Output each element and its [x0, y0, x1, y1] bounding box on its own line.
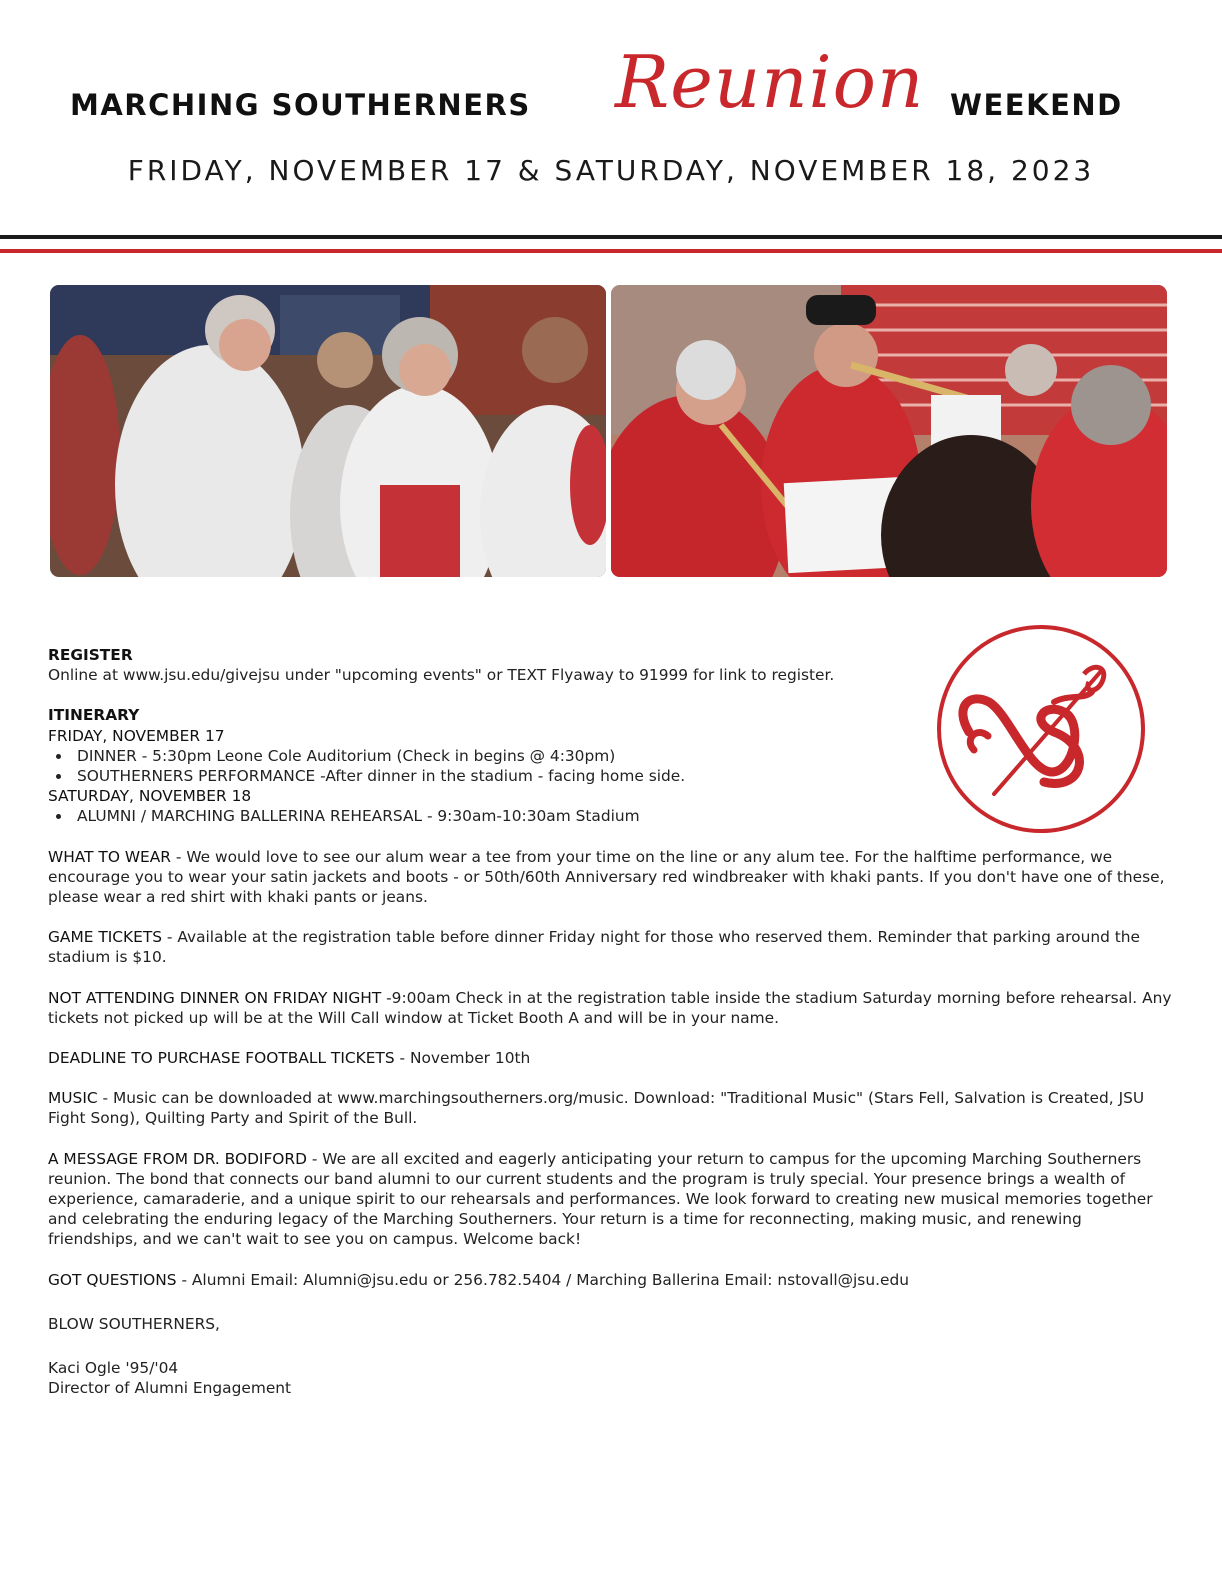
- music-text: - Music can be downloaded at www.marchingsoutherners.org/music. Download: "Traditional Music" (Stars Fell, Salvation is Created, JSU Fight Song), Quilting Party and Spirit of the Bull.: [48, 1089, 1145, 1128]
- list-item: SOUTHERNERS PERFORMANCE -After dinner in the stadium - facing home side.: [77, 766, 908, 786]
- questions-lead: GOT QUESTIONS: [48, 1270, 177, 1289]
- saturday-label: SATURDAY, NOVEMBER 18: [48, 787, 252, 806]
- salutation: BLOW SOUTHERNERS,: [48, 1314, 220, 1333]
- wear-text: - We would love to see our alum wear a tee from your time on the line or any alum tee. For the halftime performance, we encourage you to wear your satin jackets and boots - or 50th/60th Anniversary red windbreaker with khaki pants. If you don't have one of these, please wear a red shirt with khaki pants or jeans.: [48, 847, 1165, 907]
- title-right: WEEKEND: [950, 88, 1123, 122]
- not-attending-text: -9:00am Check in at the registration table inside the stadium Saturday morning before rehearsal. Any tickets not picked up will be at the Will Call window at Ticket Booth A and will be in your name.: [48, 988, 1172, 1027]
- not-attending-lead: NOT ATTENDING DINNER ON FRIDAY NIGHT: [48, 988, 382, 1007]
- deadline-lead: DEADLINE TO PURCHASE FOOTBALL TICKETS: [48, 1049, 395, 1068]
- tickets-text: - Available at the registration table before dinner Friday night for those who reserved them. Reminder that parking around the stadium is $10.: [48, 928, 1141, 967]
- message-text: - We are all excited and eagerly anticipating your return to campus for the upcoming Marching Southerners reunion. The bond that connects our band alumni to our current students and the program is truly special. Your presence brings a wealth of experience, camaraderie, and a unique spirit to our rehearsals and performances. We look forward to creating new musical memories together and celebrating the enduring legacy of the Marching Southerners. Your return is a time for reconnecting, making music, and renewing friendships, and we can't wait to see you on campus. Welcome back!: [48, 1149, 1153, 1249]
- deadline-paragraph: [48, 1048, 1173, 1068]
- list-item: ALUMNI / MARCHING BALLERINA REHEARSAL - 9:30am-10:30am Stadium: [77, 806, 908, 826]
- page-title: [0, 40, 1222, 150]
- message-lead: A MESSAGE FROM DR. BODIFORD: [48, 1149, 307, 1168]
- signer-role: Director of Alumni Engagement: [48, 1379, 292, 1398]
- photo-trombone-section-icon: [611, 285, 1167, 577]
- photo-trombone-section: [611, 285, 1167, 577]
- event-dates: FRIDAY, NOVEMBER 17 & SATURDAY, NOVEMBER 18, 2023: [127, 154, 1095, 187]
- friday-list: [48, 746, 908, 786]
- questions-text: - Alumni Email: Alumni@jsu.edu or 256.782.5404 / Marching Ballerina Email: nstovall@jsu.edu: [176, 1270, 909, 1289]
- saturday-list: [48, 806, 908, 826]
- itinerary-heading: ITINERARY: [48, 706, 140, 725]
- divider-red: [0, 249, 1222, 253]
- title-script-reunion: Reunion: [615, 40, 925, 124]
- list-item: DINNER - 5:30pm Leone Cole Auditorium (Check in begins @ 4:30pm): [77, 746, 908, 766]
- register-text: Online at www.jsu.edu/givejsu under "upcoming events" or TEXT Flyaway to 91999 for link to register.: [48, 666, 835, 685]
- tickets-lead: GAME TICKETS: [48, 928, 163, 947]
- wear-paragraph: [48, 847, 1173, 908]
- page-content: [48, 645, 1173, 1398]
- deadline-text: - November 10th: [394, 1049, 531, 1068]
- photo-alumni-jackets: [50, 285, 606, 577]
- message-paragraph: [48, 1149, 1173, 1250]
- friday-label: FRIDAY, NOVEMBER 17: [48, 726, 225, 745]
- music-lead: MUSIC: [48, 1089, 98, 1108]
- wear-lead: WHAT TO WEAR: [48, 847, 171, 866]
- register-heading: REGISTER: [48, 646, 133, 664]
- register-section: [48, 645, 908, 685]
- itinerary-section: [48, 705, 908, 826]
- divider-black: [0, 235, 1222, 239]
- not-attending-paragraph: [48, 988, 1173, 1028]
- title-left: MARCHING SOUTHERNERS: [70, 88, 531, 122]
- music-paragraph: [48, 1088, 1173, 1128]
- questions-paragraph: [48, 1270, 1173, 1290]
- photo-alumni-jackets-icon: [50, 285, 606, 577]
- tickets-paragraph: [48, 927, 1173, 967]
- signer-name: Kaci Ogle '95/'04: [48, 1359, 179, 1378]
